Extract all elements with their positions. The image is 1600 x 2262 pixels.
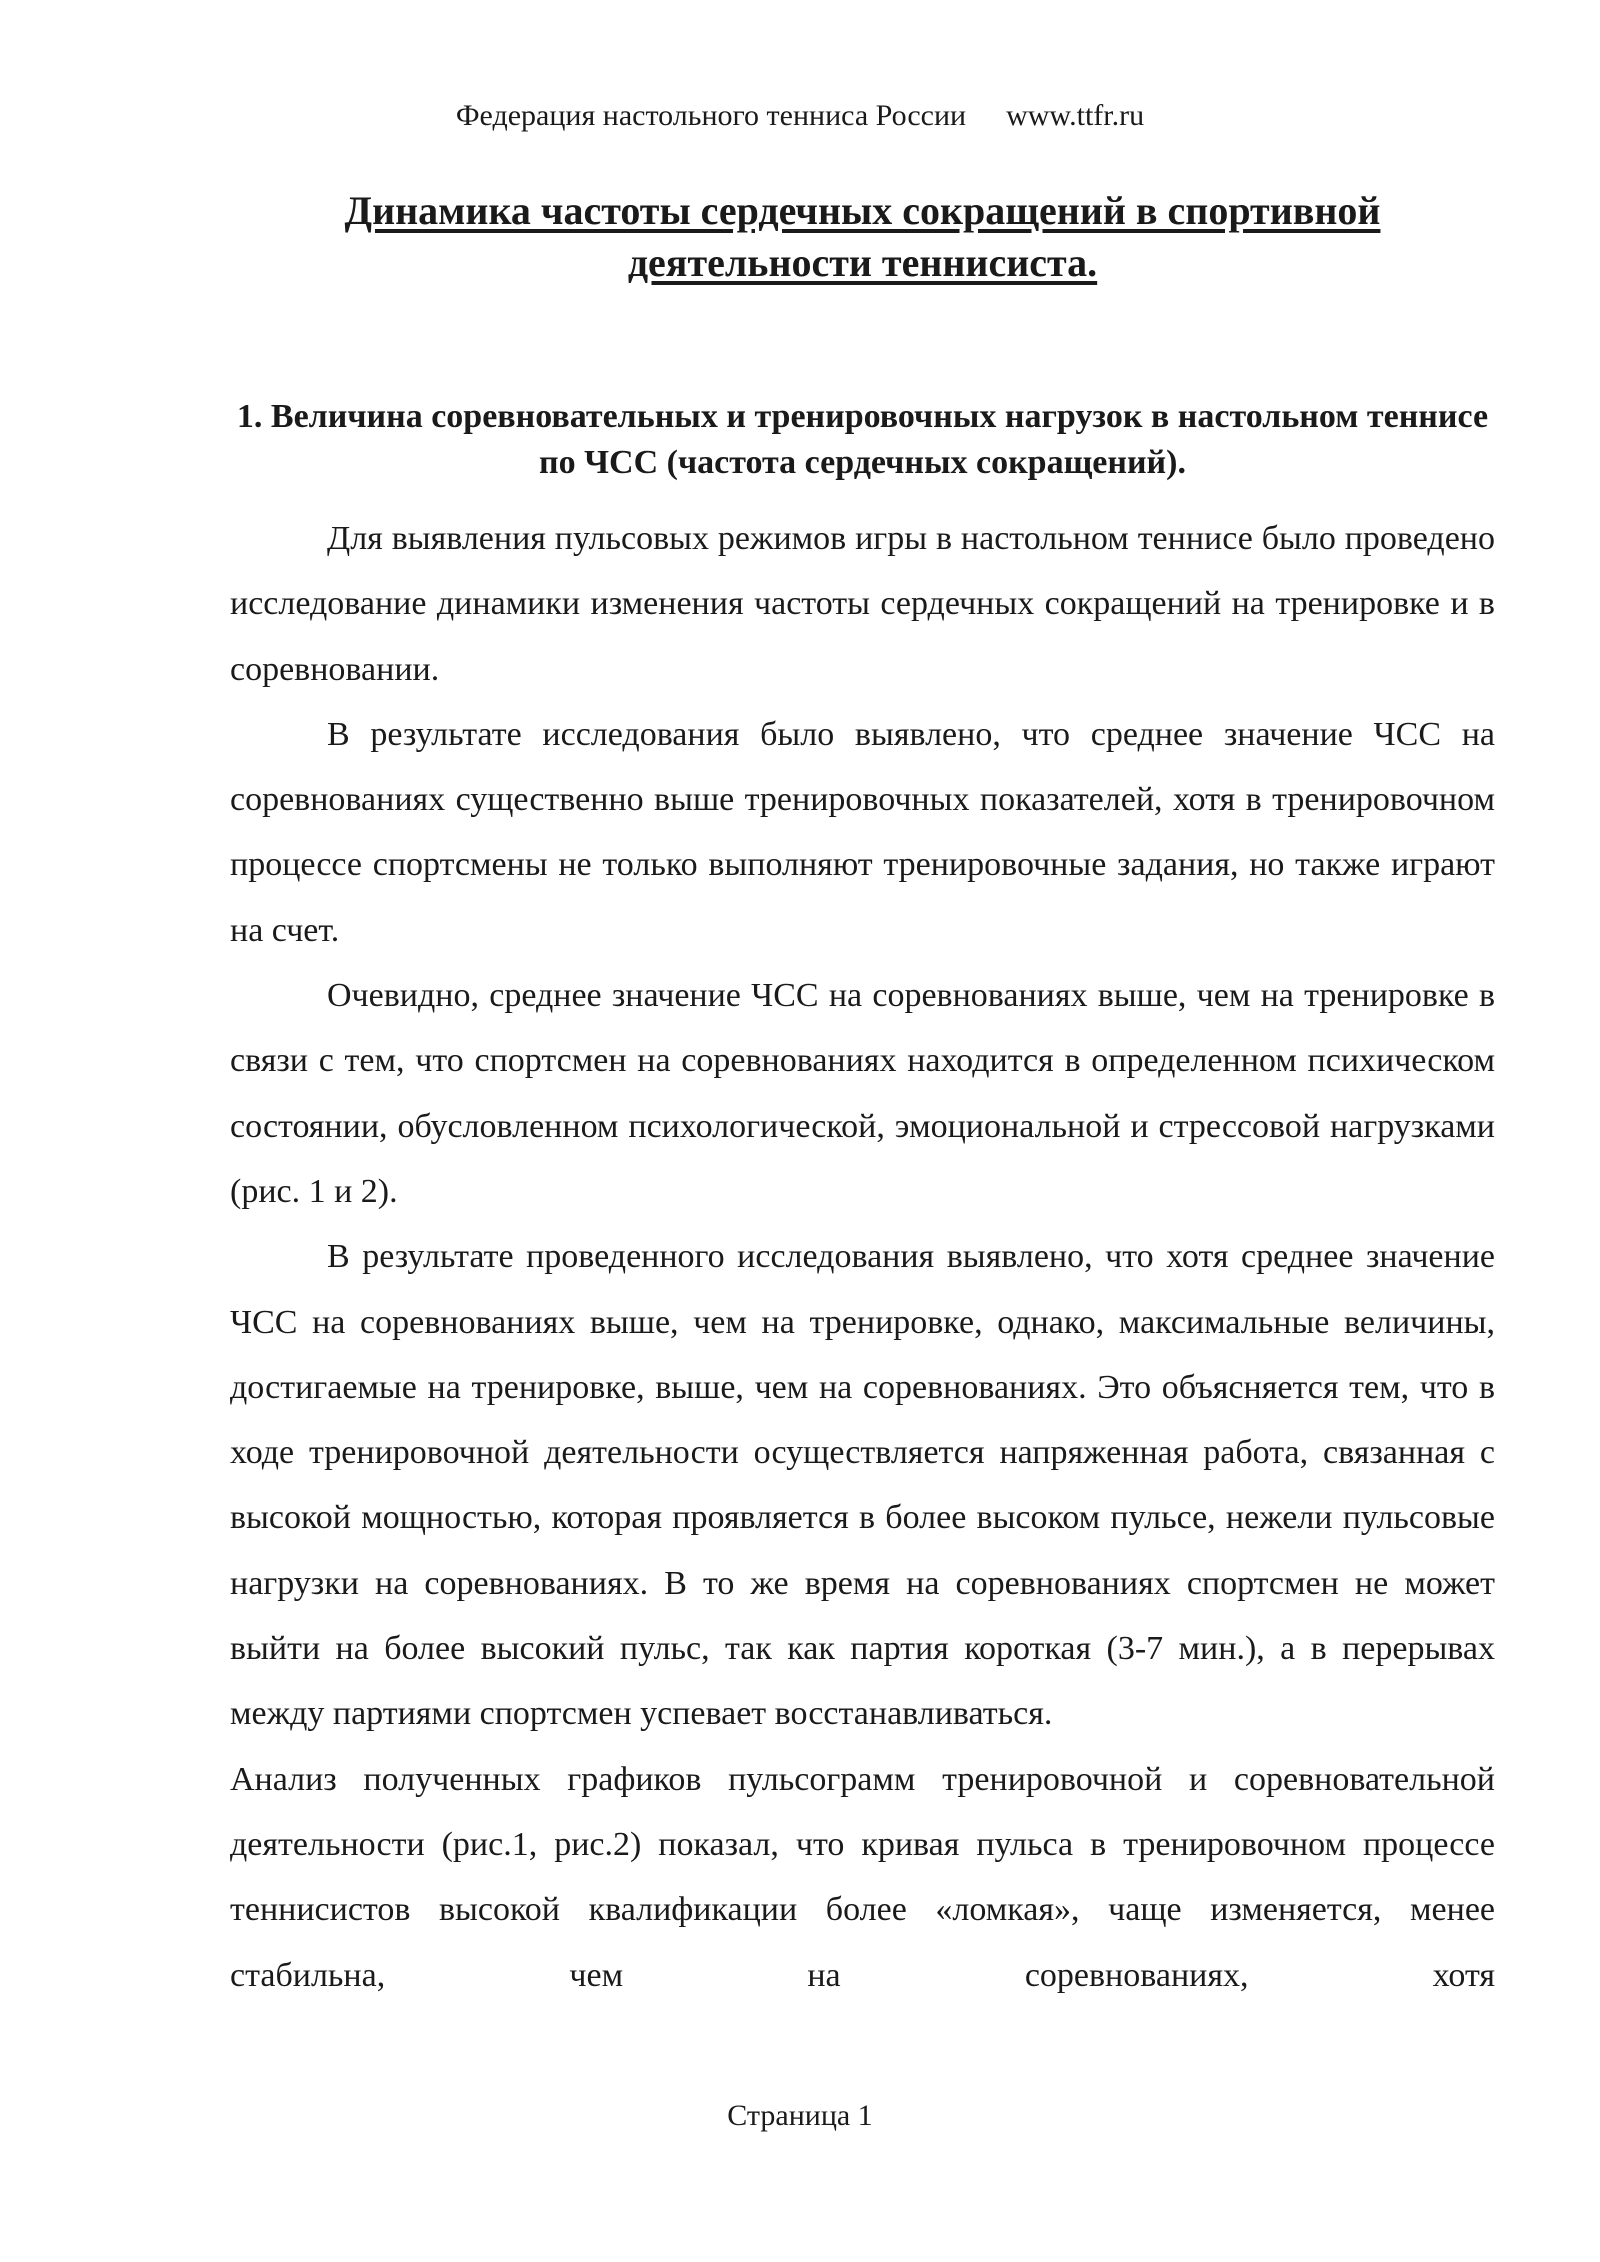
- header-org: Федерация настольного тенниса России: [455, 99, 967, 132]
- page-header: [0, 96, 1600, 136]
- page-footer: [0, 2096, 1600, 2136]
- page-number: Страница 1: [727, 2099, 873, 2132]
- document-title: Динамика частоты сердечных сокращений в спортивной деятельности теннисиста.: [344, 188, 1381, 285]
- document-body: [230, 506, 1495, 2008]
- paragraph: Очевидно, среднее значение ЧСС на соревнованиях выше, чем на тренировке в связи с тем, что спортсмен на соревнованиях находится в определенном психическом состоянии, обусловленном психологической, эмоциональной и стрессовой нагрузками (рис. 1 и 2).: [230, 977, 1495, 1210]
- paragraph: Для выявления пульсовых режимов игры в настольном теннисе было проведено исследование динамики изменения частоты сердечных сокращений на тренировке и в соревновании.: [230, 520, 1495, 688]
- paragraph: В результате исследования было выявлено, что среднее значение ЧСС на соревнованиях существенно выше тренировочных показателей, хотя в тренировочном процессе спортсмены не только выполняют тренировочные задания, но также играют на счет.: [230, 715, 1495, 949]
- section-heading: 1. Величина соревновательных и тренировочных нагрузок в настольном теннисе по ЧСС (частота сердечных сокращений).: [236, 398, 1489, 481]
- paragraph: В результате проведенного исследования выявлено, что хотя среднее значение ЧСС на соревнованиях выше, чем на тренировке, однако, максимальные величины, достигаемые на тренировке, выше, чем на соревнованиях. Это объясняется тем, что в ходе тренировочной деятельности осуществляется напряженная работа, связанная с высокой мощностью, которая проявляется в более высоком пульсе, нежели пульсовые нагрузки на соревнованиях. В то же время на соревнованиях спортсмен не может выйти на более высокий пульс, так как партия короткая (3-7 мин.), а в перерывах между партиями спортсмен успевает восстанавливаться.: [230, 1238, 1495, 1733]
- paragraph: Анализ полученных графиков пульсограмм тренировочной и соревновательной деятельности (рис.1, рис.2) показал, что кривая пульса в тренировочном процессе теннисистов высокой квалификации более «ломкая», чаще изменяется, менее стабильна, чем на соревнованиях, хотя: [230, 1760, 1495, 1994]
- header-site-link[interactable]: www.ttfr.ru: [1006, 99, 1145, 132]
